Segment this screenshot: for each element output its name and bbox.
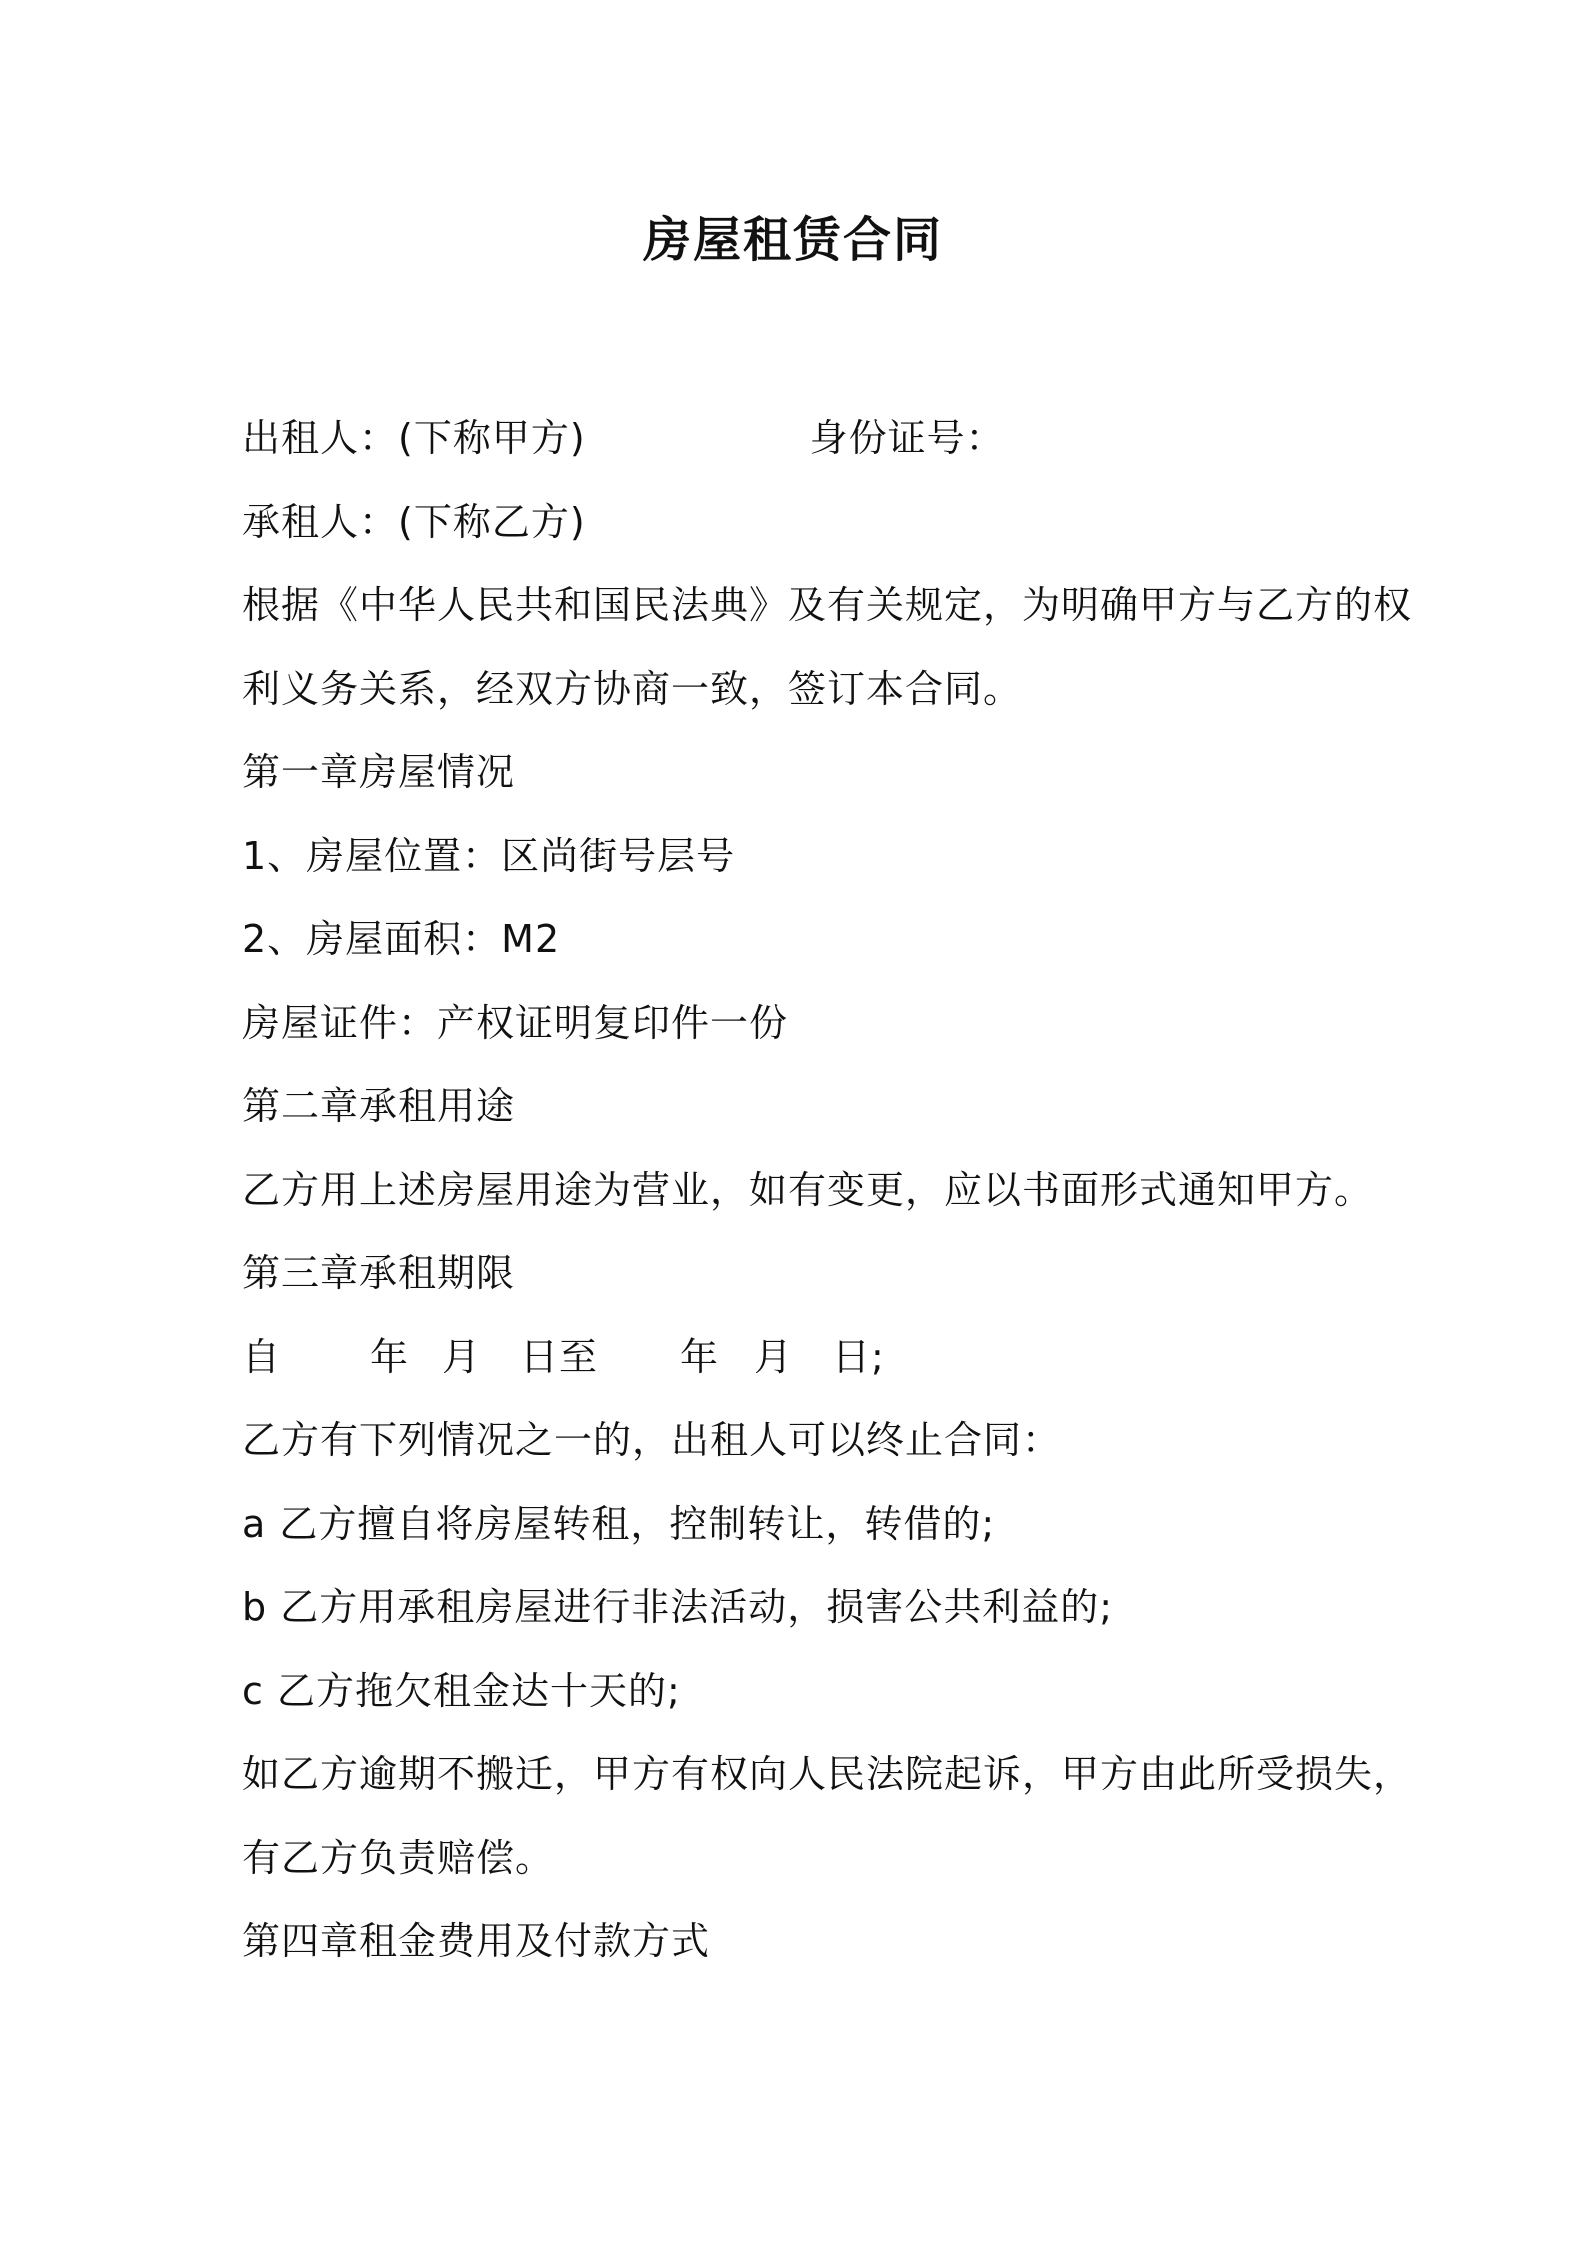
lease-term-dates [242,1329,1362,1413]
chapter-heading: 第一章房屋情况 [242,750,516,794]
lessee-line: 承租人：(下称乙方) [242,499,586,544]
termination-condition: a 乙方擅自将房屋转租，控制转让，转借的; [242,1501,996,1546]
document-title: 房屋租赁合同 [642,212,943,268]
lessor-label: 出租人：(下称甲方) [242,416,586,460]
termination-condition: b 乙方用承租房屋进行非法活动，损害公共利益的; [242,1585,1114,1629]
chapter-heading: 第四章租金费用及付款方式 [242,1919,711,1963]
lessor-line [242,410,1362,494]
date-year-label: 年 [680,1334,720,1379]
termination-condition: c 乙方拖欠租金达十天的; [242,1668,681,1713]
house-certificate: 房屋证件：产权证明复印件一份 [242,1000,789,1045]
preamble-line-1: 根据《中华人民共和国民法典》及有关规定，为明确甲方与乙方的权 [242,583,1413,627]
date-day-label: 日; [832,1334,885,1379]
contract-body [242,410,1413,1997]
preamble-line-2: 利义务关系，经双方协商一致，签订本合同。 [242,666,1023,711]
overstay-clause-line-2: 有乙方负责赔偿。 [242,1835,555,1880]
house-area: 2、房屋面积：M2 [242,917,561,961]
chapter-heading: 第三章承租期限 [242,1251,516,1295]
date-month-label: 月 [442,1334,482,1379]
id-number-label: 身份证号： [809,416,1005,460]
date-from-label: 自 [242,1334,282,1379]
date-month-label: 月 [754,1334,794,1379]
termination-intro: 乙方有下列情况之一的，出租人可以终止合同： [242,1418,1062,1462]
house-location: 1、房屋位置：区尚街号层号 [242,833,736,878]
overstay-clause-line-1: 如乙方逾期不搬迁，甲方有权向人民法院起诉，甲方由此所受损失， [242,1752,1413,1796]
usage-clause: 乙方用上述房屋用途为营业，如有变更，应以书面形式通知甲方。 [242,1167,1374,1212]
date-year-label: 年 [370,1334,410,1379]
chapter-heading: 第二章承租用途 [242,1084,516,1128]
date-day-to-label: 日至 [520,1334,599,1379]
